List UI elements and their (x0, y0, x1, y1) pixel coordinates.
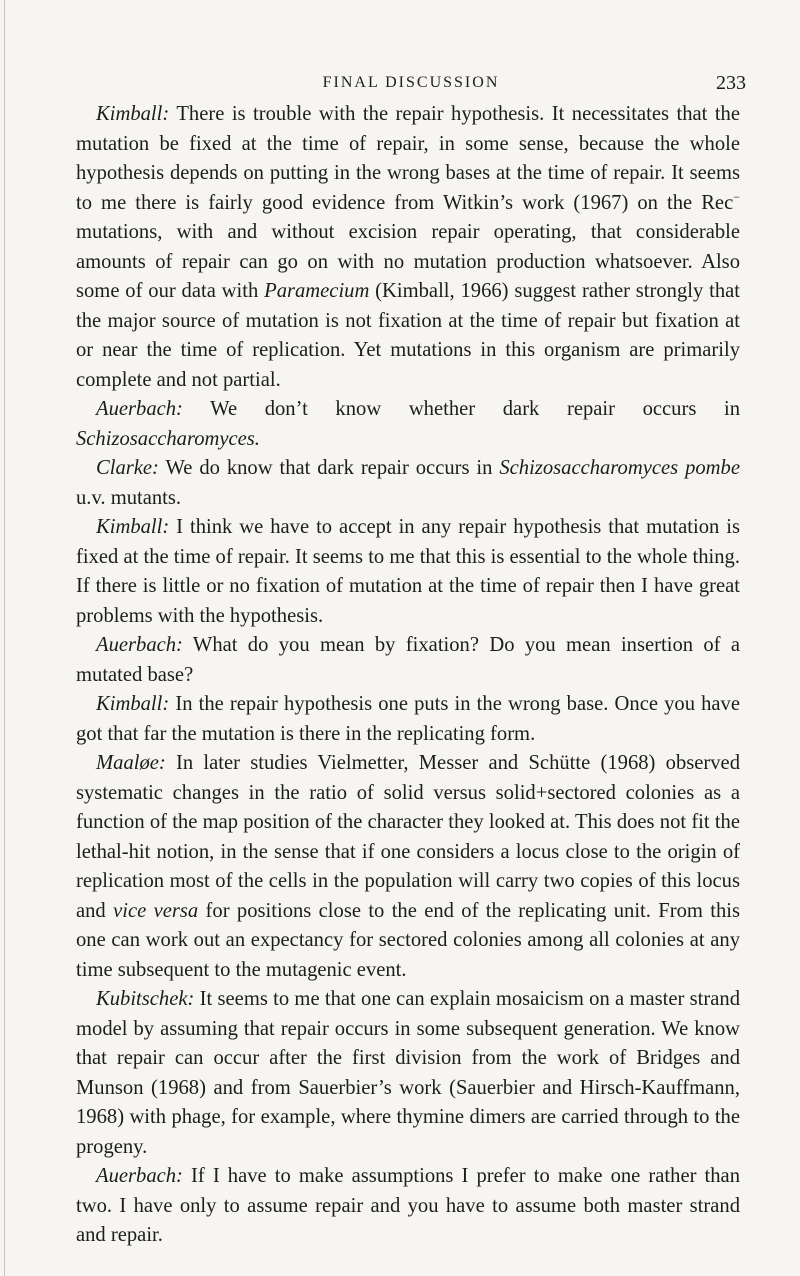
paragraph-text: If I have to make assumptions I prefer to make one rather than two. I have only to assume repair and you have to assume both master strand and repair. (76, 1165, 740, 1246)
speaker-name: Maaløe: (96, 752, 166, 774)
paragraph-clarke (76, 454, 740, 513)
paragraph-kubitschek (76, 985, 740, 1162)
speaker-name: Clarke: (96, 457, 159, 479)
species-name: Paramecium (264, 280, 370, 302)
page-edge-line (4, 0, 5, 1276)
latin-phrase: vice versa (113, 899, 199, 922)
speaker-name: Auerbach: (96, 398, 183, 420)
paragraph-text: We don’t know whether dark repair occurs in (182, 398, 740, 420)
paragraph-text: It seems to me that one can explain mosaicism on a master strand model by assuming that repair occurs in some subsequent generation. We know that repair can occur after the first division from the work of Bridges and Munson (1968) and from Sauerbier’s work (Sauerbier and Hirsch-Kauffmann, 1968) with phage, for example, where thymine dimers are carried through to the progeny. (76, 988, 740, 1158)
paragraph-text: What do you mean by fixation? Do you mean insertion of a mutated base? (76, 634, 740, 686)
paragraph-text: u.v. mutants. (76, 486, 182, 509)
paragraph-kimball-2 (76, 513, 740, 631)
species-name: Schizosaccharomyces. (76, 427, 260, 450)
paragraph-text: There is trouble with the repair hypothesis. It necessitates that the mutation be fixed at the time of repair, in some sense, because the whole hypothesis depends on putting in the wrong bases at the time of repair. It seems to me there is fairly good evidence from Witkin’s work (1967) on the Rec (76, 103, 740, 214)
paragraph-kimball-1 (76, 100, 740, 395)
speaker-name: Auerbach: (96, 634, 183, 656)
paragraph-text: In later studies Vielmetter, Messer and Schütte (1968) observed systematic changes in the ratio of solid versus solid+sectored colonies as a function of the map position of the character they looked at. This does not fit the lethal-hit notion, in the sense that if one considers a locus close to the origin of replication most of the cells in the population will carry two copies of this locus and (76, 752, 740, 922)
superscript-minus: − (733, 189, 740, 204)
paragraph-auerbach-3 (76, 1162, 740, 1251)
paragraph-text: In the repair hypothesis one puts in the wrong base. Once you have got that far the mutation is there in the replicating form. (76, 693, 740, 745)
speaker-name: Kimball: (96, 103, 170, 125)
paragraph-maaloe (76, 749, 740, 985)
paragraph-auerbach-1 (76, 395, 740, 454)
page-header (76, 72, 746, 100)
paragraph-text: I think we have to accept in any repair hypothesis that mutation is fixed at the time of repair. It seems to me that this is essential to the whole thing. If there is little or no fixation of mutation at the time of repair then I have great problems with the hypothesis. (76, 516, 740, 627)
discussion-body (76, 100, 740, 1251)
speaker-name: Auerbach: (96, 1165, 183, 1187)
paragraph-text: mutations, with and without excision repair operating, that considerable amounts of repair can go on with no mutation production whatsoever. Also some of our data with (76, 221, 740, 302)
paragraph-text: We do know that dark repair occurs in (158, 457, 500, 479)
running-head: FINAL DISCUSSION (322, 74, 500, 91)
speaker-name: Kimball: (96, 693, 170, 715)
speaker-name: Kubitschek: (96, 988, 195, 1010)
paragraph-text: for positions close to the end of the replicating unit. From this one can work out an expectancy for sectored colonies among all colonies at any time subsequent to the mutagenic event. (76, 899, 740, 981)
paragraph-kimball-3 (76, 690, 740, 749)
paragraph-auerbach-2 (76, 631, 740, 690)
species-name: Schizosaccharomyces pombe (499, 457, 740, 479)
speaker-name: Kimball: (96, 516, 170, 538)
page-number: 233 (716, 72, 746, 94)
paragraph-text: (Kimball, 1966) suggest rather strongly that the major source of mutation is not fixation at the time of repair but fixation at or near the time of replication. Yet mutations in this organism are primarily complete and not partial. (76, 280, 740, 391)
